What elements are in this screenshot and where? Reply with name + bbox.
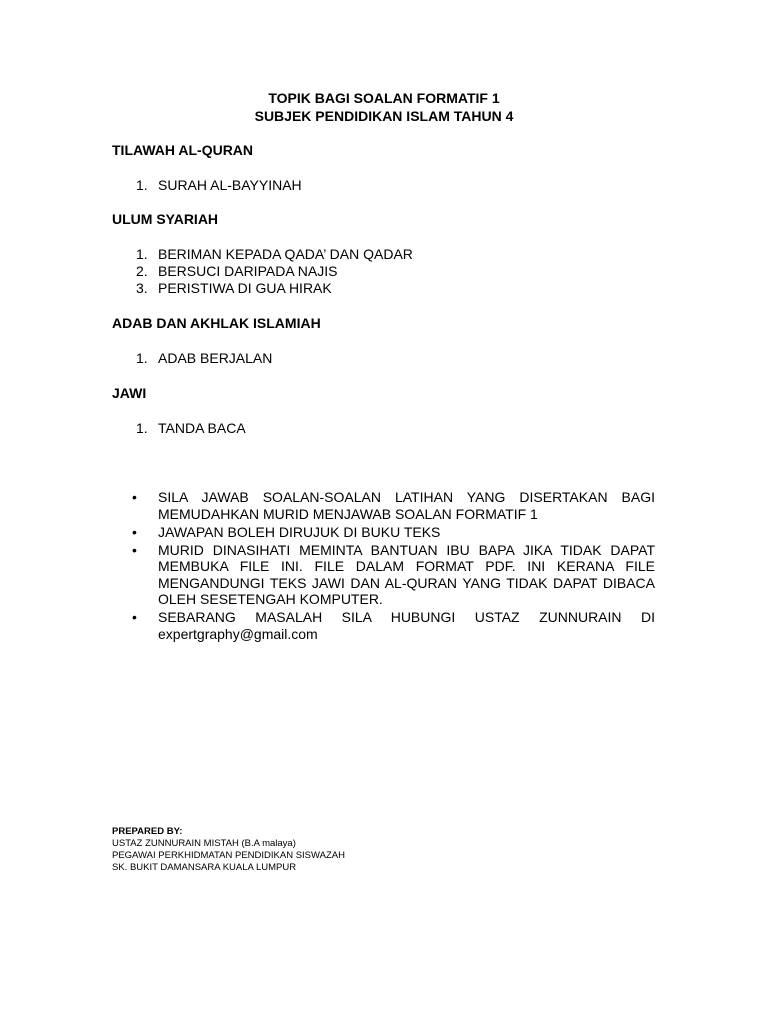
list-item [112, 246, 413, 263]
note-text: MURID DINASIHATI MEMINTA BANTUAN IBU BAPA JIKA TIDAK DAPAT MEMBUKA FILE INI. FILE DALAM FORMAT PDF. INI KERANA FILE MENGANDUNGI TEKS JAWI DAN AL-QURAN YANG TIDAK DAPAT DIBACA OLEH SESETENGAH KOMPUTER. [158, 541, 655, 607]
list-item-number: 1. [136, 177, 148, 193]
section-heading-adab: ADAB DAN AKHLAK ISLAMIAH [112, 315, 321, 331]
notes-list [112, 489, 655, 644]
note-text: JAWAPAN BOLEH DIRUJUK DI BUKU TEKS [158, 523, 441, 540]
list-item-text: SURAH AL-BAYYINAH [158, 177, 302, 193]
list-item [112, 280, 413, 297]
note-text: SILA JAWAB SOALAN-SOALAN LATIHAN YANG DISERTAKAN BAGI MEMUDAHKAN MURID MENJAWAB SOALAN FORMATIF 1 [158, 489, 655, 522]
bullet-icon: • [132, 523, 137, 540]
bullet-icon: • [132, 489, 137, 505]
note-text: SEBARANG MASALAH SILA HUBUNGI USTAZ ZUNNURAIN DI expertgraphy@gmail.com [158, 609, 655, 642]
prepared-by-label: PREPARED BY: [112, 826, 183, 837]
list-item-number: 1. [136, 420, 148, 436]
preparer-school: SK. BUKIT DAMANSARA KUALA LUMPUR [112, 862, 297, 873]
section-heading-tilawah: TILAWAH AL-QURAN [112, 142, 254, 158]
list-item [112, 350, 272, 367]
list-item-text: BERIMAN KEPADA QADA’ DAN QADAR [158, 246, 413, 262]
preparer-name: USTAZ ZUNNURAIN MISTAH (B.A malaya) [112, 838, 296, 849]
list-item-text: PERISTIWA DI GUA HIRAK [158, 280, 332, 296]
section-heading-jawi: JAWI [112, 385, 147, 401]
section-heading-ulum-syariah: ULUM SYARIAH [112, 211, 219, 227]
list-item-number: 2. [136, 263, 148, 279]
preparer-position: PEGAWAI PERKHIDMATAN PENDIDIKAN SISWAZAH [112, 850, 345, 861]
list-item [112, 177, 302, 194]
topic-list-jawi [112, 420, 246, 437]
note-item [112, 609, 655, 642]
prepared-by-block [112, 826, 345, 874]
list-item-number: 1. [136, 246, 148, 262]
topic-list-adab [112, 350, 272, 367]
list-item-text: ADAB BERJALAN [158, 350, 273, 366]
list-item-number: 1. [136, 350, 148, 366]
list-item [112, 420, 246, 437]
topic-list-tilawah [112, 177, 302, 194]
list-item [112, 263, 413, 280]
list-item-text: BERSUCI DARIPADA NAJIS [158, 263, 338, 279]
list-item-text: TANDA BACA [158, 420, 246, 436]
topic-list-ulum-syariah [112, 246, 413, 297]
note-item [112, 489, 655, 522]
document-title-line-1: TOPIK BAGI SOALAN FORMATIF 1 [268, 90, 500, 106]
bullet-icon: • [132, 609, 137, 625]
bullet-icon: • [132, 541, 137, 558]
document-title-line-2: SUBJEK PENDIDIKAN ISLAM TAHUN 4 [254, 108, 514, 124]
note-item [112, 524, 655, 541]
list-item-number: 3. [136, 280, 148, 296]
note-item [112, 542, 655, 608]
